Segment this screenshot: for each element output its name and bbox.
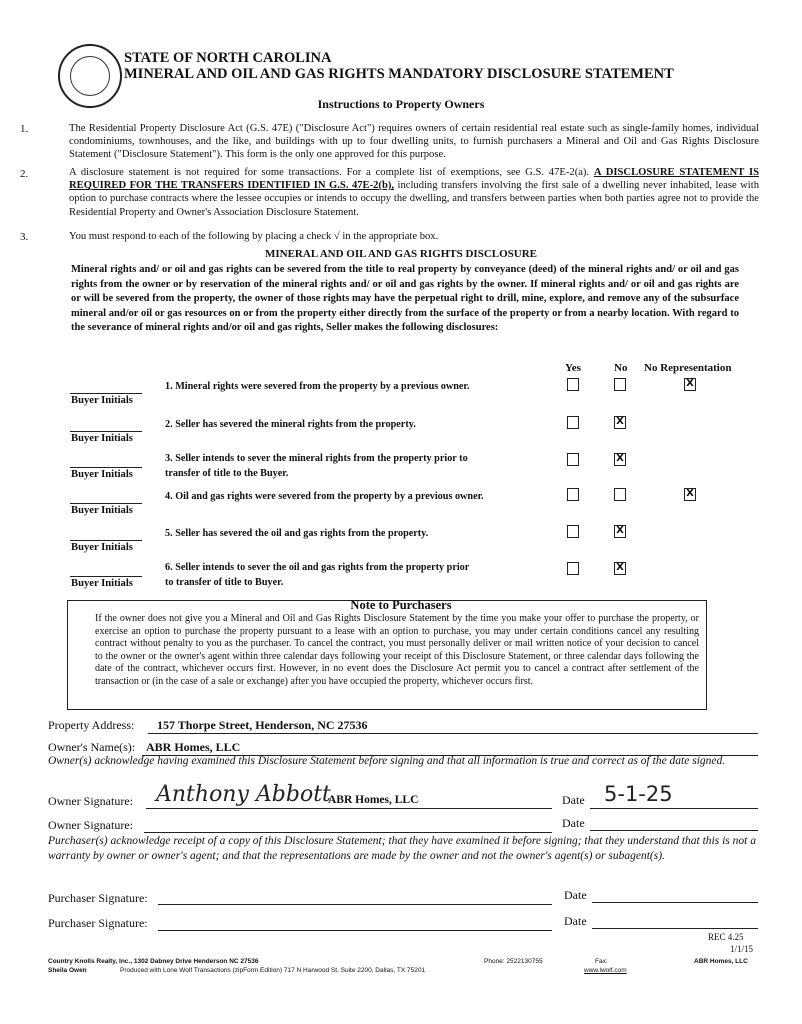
col-yes-header: Yes — [565, 362, 581, 374]
footer-produced: Produced with Lone Wolf Transactions (zipForm Edition) 717 N Harwood St, Suite 2200, Dallas, TX 75201 — [120, 967, 426, 974]
footer-owner: ABR Homes, LLC — [694, 958, 748, 965]
footer-url-link[interactable]: www.lwolf.com — [584, 967, 627, 974]
note-text: If the owner does not give you a Mineral and Oil and Gas Rights Disclosure Statement by the time you make your offer to purchase the property, or exercise an option to purchase the property pursuant to a lease with an option to purchase, you may under certain conditions cancel any resulting contract without penalty to you as the purchaser. To cancel the contract, you must personally deliver or mail written notice of your decision to cancel to the owner or the owner's agent within three calendar days following your receipt of this Disclosure Statement, or three calendar days following the date of the contract, whichever occurs first. However, in no event does the Disclosure Act permit you to cancel a contract after settlement of the transaction or (in the case of a sale or exchange) after you have occupied the property, whichever occurs first. — [95, 613, 699, 687]
owner-date-label: Date — [562, 793, 585, 807]
checkbox-no[interactable]: X — [614, 416, 626, 429]
purchaser-signature2-label: Purchaser Signature: — [48, 916, 148, 930]
disclosure-heading: MINERAL AND OIL AND GAS RIGHTS DISCLOSURE — [264, 248, 537, 260]
question-line-2: to transfer of title to Buyer. — [165, 576, 284, 588]
question-line-1: 4. Oil and gas rights were severed from the property by a previous owner. — [165, 491, 484, 502]
checkbox-no-representation[interactable]: X — [684, 378, 696, 391]
purchaser-date1-label: Date — [564, 888, 587, 902]
question-line-1: 2. Seller has severed the mineral rights from the property. — [165, 419, 416, 430]
purchaser-date2-line[interactable] — [592, 928, 758, 929]
checkbox-no[interactable]: X — [614, 525, 626, 538]
footer-agent: Sheila Owen — [48, 967, 87, 974]
owner-signature2-line[interactable] — [144, 832, 552, 833]
owner-date2-line[interactable] — [590, 830, 758, 831]
disclosure-intro: Mineral rights and/ or oil and gas rights can be severed from the title to real property by conveyance (deed) of the mineral rights and/ or oil and gas rights from the owner or by reservation of the mineral rights and/ or oil and gas rights by the owner. If mineral rights and/ or oil and gas rights are or will be severed from the property, the owner of those rights may have the perpetual right to drill, mine, explore, and remove any of the subsurface mineral and/or oil or gas resources on or from the property either directly from the surface of the property or from a nearby location. With regard to the severance of mineral rights and/or oil and gas rights, Seller makes the following disclosures: — [71, 264, 739, 334]
checkbox-no[interactable] — [614, 378, 626, 391]
purchaser-signature1-line[interactable] — [158, 904, 552, 905]
checkbox-yes[interactable] — [567, 562, 579, 575]
question-line-2: transfer of title to the Buyer. — [165, 467, 289, 479]
checkbox-no[interactable]: X — [614, 453, 626, 466]
buyer-initials-label: Buyer Initials — [71, 505, 133, 516]
instruction-3: You must respond to each of the following by placing a check √ in the appropriate box. — [69, 231, 439, 242]
instruction-2: A disclosure statement is not required for some transactions. For a complete list of exemptions, see G.S. 47E-2(a). A DISCLOSURE STATEMENT IS REQUIRED FOR THE TRANSFERS IDENTIFIED IN G.S. 47E-2(b), including transfers involving the first sale of a dwelling never inhabited, lease with option to purchase contracts where the lessee occupies or intends to occupy the dwelling, and transfers between parties when both parties agree not to provide the Residential Property and Owner's Association Disclosure Statement. — [69, 167, 759, 218]
disclosure-question — [165, 418, 545, 433]
owner-signature-handwritten[interactable]: Anthony Abbott — [156, 782, 331, 807]
owner-date2-label: Date — [562, 816, 585, 830]
disclosure-question — [165, 380, 545, 395]
disclosure-question — [165, 490, 545, 505]
checkbox-no[interactable] — [614, 488, 626, 501]
checkbox-yes[interactable] — [567, 416, 579, 429]
checkbox-yes[interactable] — [567, 453, 579, 466]
owner-date-line — [590, 808, 758, 809]
property-address-line — [148, 733, 758, 734]
owner-date-field[interactable]: 5-1-25 — [604, 782, 673, 806]
owner-name-label: Owner's Name(s): — [48, 740, 136, 754]
property-address-label: Property Address: — [48, 718, 135, 732]
question-line-1: 5. Seller has severed the oil and gas rights from the property. — [165, 528, 429, 539]
owner-signature-line — [146, 808, 552, 809]
owner-signature2-label: Owner Signature: — [48, 818, 133, 832]
question-line-1: 6. Seller intends to sever the oil and gas rights from the property prior — [165, 562, 470, 573]
purchaser-acknowledgement: Purchaser(s) acknowledge receipt of a copy of this Disclosure Statement; that they have examined it before signing; that they understand that this is not a warranty by owner or owner's agent; and that the representations are made by the owner and not the owner's agent(s) or subagent(s). — [48, 835, 756, 862]
property-address-field[interactable]: 157 Thorpe Street, Henderson, NC 27536 — [157, 718, 368, 732]
checkbox-no-representation[interactable]: X — [684, 488, 696, 501]
owner-signature-company: ABR Homes, LLC — [328, 794, 419, 806]
state-heading: STATE OF NORTH CAROLINA — [124, 50, 332, 66]
buyer-initials-line[interactable] — [70, 431, 142, 432]
checkbox-yes[interactable] — [567, 488, 579, 501]
buyer-initials-label: Buyer Initials — [71, 433, 133, 444]
instructions-heading: Instructions to Property Owners — [317, 97, 485, 111]
note-heading: Note to Purchasers — [350, 598, 452, 612]
purchaser-signature1-label: Purchaser Signature: — [48, 891, 148, 905]
purchaser-signature2-line[interactable] — [158, 930, 552, 931]
form-title: MINERAL AND OIL AND GAS RIGHTS MANDATORY DISCLOSURE STATEMENT — [124, 66, 674, 82]
form-code: REC 4.25 — [708, 932, 744, 942]
buyer-initials-label: Buyer Initials — [71, 542, 133, 553]
owner-name-field[interactable]: ABR Homes, LLC — [146, 740, 241, 754]
col-no-header: No — [614, 362, 628, 374]
checkbox-no[interactable]: X — [614, 562, 626, 575]
disclosure-question — [165, 561, 545, 590]
disclosure-question — [165, 452, 545, 481]
buyer-initials-label: Buyer Initials — [71, 395, 133, 406]
purchaser-date1-line[interactable] — [592, 902, 758, 903]
buyer-initials-line[interactable] — [70, 540, 142, 541]
col-norep-header: No Representation — [644, 362, 732, 374]
checkbox-yes[interactable] — [567, 378, 579, 391]
checkbox-yes[interactable] — [567, 525, 579, 538]
owner-signature-label: Owner Signature: — [48, 794, 133, 808]
instruction-num-2: 2. — [20, 168, 29, 180]
disclosure-question — [165, 527, 545, 542]
question-line-1: 1. Mineral rights were severed from the property by a previous owner. — [165, 381, 470, 392]
buyer-initials-label: Buyer Initials — [71, 578, 133, 589]
footer-company: Country Knolls Realty, Inc., 1302 Dabney Drive Henderson NC 27536 — [48, 958, 259, 965]
buyer-initials-line[interactable] — [70, 467, 142, 468]
instruction-1: The Residential Property Disclosure Act (G.S. 47E) ("Disclosure Act") requires owners of certain residential real estate such as single-family homes, individual condominiums, townhouses, and the like, and buildings with up to four dwelling units, to furnish purchasers a Mineral and Oil and Gas Rights Disclosure Statement ("Disclosure Statement"). This form is the only one approved for this purpose. — [69, 123, 759, 161]
form-date: 1/1/15 — [730, 944, 754, 954]
footer-phone: Phone: 2522130755 — [484, 958, 543, 965]
buyer-initials-line[interactable] — [70, 393, 142, 394]
buyer-initials-label: Buyer Initials — [71, 469, 133, 480]
instruction-num-3: 3. — [20, 231, 29, 243]
buyer-initials-line[interactable] — [70, 576, 142, 577]
question-line-1: 3. Seller intends to sever the mineral rights from the property prior to — [165, 453, 468, 464]
footer-fax: Fax: — [595, 958, 608, 965]
owner-acknowledgement: Owner(s) acknowledge having examined this Disclosure Statement before signing and that all information is true and correct as of the date signed. — [48, 755, 726, 767]
buyer-initials-line[interactable] — [70, 503, 142, 504]
state-seal-inner — [70, 56, 110, 96]
purchaser-date2-label: Date — [564, 914, 587, 928]
instruction-num-1: 1. — [20, 123, 29, 135]
